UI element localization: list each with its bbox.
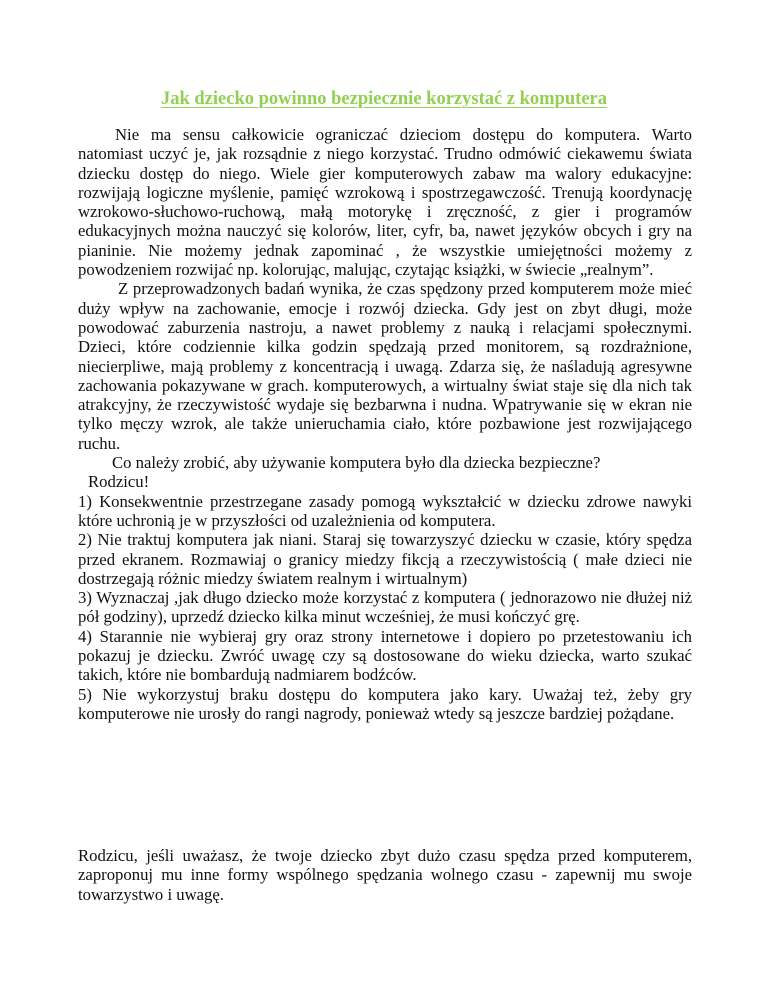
paragraph-research: Z przeprowadzonych badań wynika, że czas spędzony przed komputerem może mieć duży wpływ na zachowanie, emocje i rozwój dziecka. Gdy jest on zbyt długi, może powodować zaburzenia nastroju, a nawet problemy z nauką i relacjami społecznymi. Dzieci, które codziennie kilka godzin spędzają przed monitorem, są rozdrażnione, niecierpliwe, mają problemy z koncentracją i uwagą. Zdarza się, że naśladują agresywne zachowania pokazywane w grach. komputerowych, a wirtualny świat staje się dla nich tak atrakcyjny, że rzeczywistość wydaje się bezbarwna i nudna. Wpatrywanie się w ekran nie tylko męczy wzrok, ale także unieruchamia ciało, które pozbawione jest rozwijającego ruchu. <box>78 279 692 453</box>
list-item-5: 5) Nie wykorzystuj braku dostępu do komputera jako kary. Uważaj też, żeby gry komputerowe nie urosły do rangi nagrody, ponieważ wtedy są jeszcze bardziej pożądane. <box>78 684 692 723</box>
document-body <box>78 125 692 723</box>
document-title: Jak dziecko powinno bezpiecznie korzystać z komputera <box>160 89 608 109</box>
closing-paragraph: Rodzicu, jeśli uważasz, że twoje dziecko zbyt dużo czasu spędza przed komputerem, zaproponuj mu inne formy wspólnego spędzania wolnego czasu - zapewnij mu swoje towarzystwo i uwagę. <box>78 846 692 904</box>
list-item-1: 1) Konsekwentnie przestrzegane zasady pomogą wykształcić w dziecku zdrowe nawyki które uchronią je w przyszłości od uzależnienia od komputera. <box>78 491 692 530</box>
paragraph-salutation: Rodzicu! <box>88 472 150 492</box>
paragraph-intro: Nie ma sensu całkowicie ograniczać dzieciom dostępu do komputera. Warto natomiast uczyć je, jak rozsądnie z niego korzystać. Trudno odmówić ciekawemu świata dziecku dostęp do niego. Wiele gier komputerowych zabaw ma walory edukacyjne: rozwijają logiczne myślenie, pamięć wzrokową i spostrzegawczość. Trenują koordynację wzrokowo-słuchowo-ruchową, małą motorykę i zręczność, z gier i programów edukacyjnych można nauczyć się kolorów, liter, cyfr, ba, nawet języków obcych i gry na pianinie. Nie możemy jednak zapominać , że wszystkie umiejętności możemy z powodzeniem rozwijać np. kolorując, malując, czytając książki, w świecie „realnym”. <box>78 125 692 280</box>
list-item-4: 4) Starannie nie wybieraj gry oraz strony internetowe i dopiero po przetestowaniu ich pokazuj je dziecku. Zwróć uwagę czy są dostosowane do wieku dziecka, warto szukać takich, które nie bombardują nadmiarem bodźców. <box>78 626 692 685</box>
list-item-3: 3) Wyznaczaj ,jak długo dziecko może korzystać z komputera ( jednorazowo nie dłużej niż pół godziny), uprzedź dziecko kilka minut wcześniej, że musi kończyć grę. <box>78 588 692 627</box>
list-item-2: 2) Nie traktuj komputera jak niani. Staraj się towarzyszyć dziecku w czasie, który spędza przed ekranem. Rozmawiaj o granicy miedzy fikcją a rzeczywistością ( małe dzieci nie dostrzegają różnic miedzy światem realnym i wirtualnym) <box>78 530 692 588</box>
paragraph-question: Co należy zrobić, aby używanie komputera było dla dziecka bezpieczne? <box>112 453 601 473</box>
